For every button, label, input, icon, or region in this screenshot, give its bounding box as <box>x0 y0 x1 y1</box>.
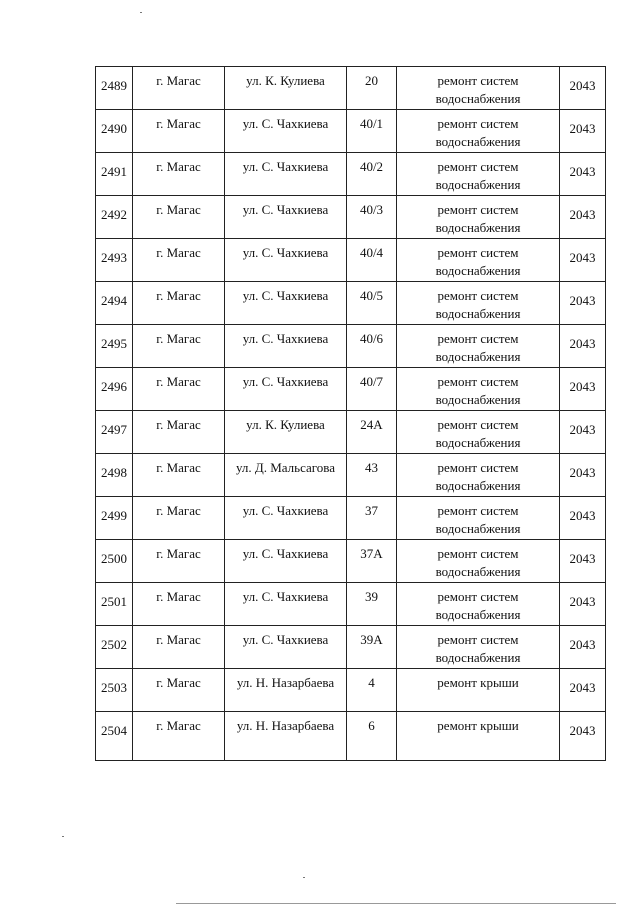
table-row <box>96 540 606 583</box>
work-type-cell: ремонт систем водоснабжения <box>397 368 560 411</box>
street-cell: ул. К. Кулиева <box>225 67 347 110</box>
street-cell: ул. С. Чахкиева <box>225 110 347 153</box>
row-number: 2500 <box>96 540 133 583</box>
table-row <box>96 196 606 239</box>
house-number-cell: 40/5 <box>347 282 397 325</box>
row-number: 2489 <box>96 67 133 110</box>
bottom-rule <box>176 903 616 904</box>
row-number: 2498 <box>96 454 133 497</box>
street-cell: ул. Д. Мальсагова <box>225 454 347 497</box>
year-cell: 2043 <box>560 325 606 368</box>
year-cell: 2043 <box>560 196 606 239</box>
scan-speck <box>303 877 305 878</box>
row-number: 2490 <box>96 110 133 153</box>
house-number-cell: 39 <box>347 583 397 626</box>
house-number-cell: 20 <box>347 67 397 110</box>
work-type-cell: ремонт систем водоснабжения <box>397 239 560 282</box>
house-number-cell: 24А <box>347 411 397 454</box>
housing-repair-table <box>95 66 606 761</box>
row-number: 2493 <box>96 239 133 282</box>
table-row <box>96 583 606 626</box>
work-type-cell: ремонт крыши <box>397 669 560 712</box>
street-cell: ул. Н. Назарбаева <box>225 669 347 712</box>
row-number: 2496 <box>96 368 133 411</box>
street-cell: ул. С. Чахкиева <box>225 196 347 239</box>
row-number: 2502 <box>96 626 133 669</box>
city-cell: г. Магас <box>133 368 225 411</box>
year-cell: 2043 <box>560 583 606 626</box>
street-cell: ул. С. Чахкиева <box>225 282 347 325</box>
table-row <box>96 110 606 153</box>
city-cell: г. Магас <box>133 712 225 761</box>
house-number-cell: 40/4 <box>347 239 397 282</box>
city-cell: г. Магас <box>133 540 225 583</box>
year-cell: 2043 <box>560 67 606 110</box>
street-cell: ул. С. Чахкиева <box>225 239 347 282</box>
work-type-cell: ремонт систем водоснабжения <box>397 153 560 196</box>
table-row <box>96 239 606 282</box>
year-cell: 2043 <box>560 497 606 540</box>
row-number: 2501 <box>96 583 133 626</box>
row-number: 2494 <box>96 282 133 325</box>
street-cell: ул. С. Чахкиева <box>225 626 347 669</box>
street-cell: ул. Н. Назарбаева <box>225 712 347 761</box>
work-type-cell: ремонт систем водоснабжения <box>397 110 560 153</box>
table-row <box>96 368 606 411</box>
city-cell: г. Магас <box>133 626 225 669</box>
city-cell: г. Магас <box>133 67 225 110</box>
street-cell: ул. К. Кулиева <box>225 411 347 454</box>
city-cell: г. Магас <box>133 497 225 540</box>
table-row <box>96 325 606 368</box>
street-cell: ул. С. Чахкиева <box>225 153 347 196</box>
year-cell: 2043 <box>560 712 606 761</box>
year-cell: 2043 <box>560 368 606 411</box>
year-cell: 2043 <box>560 540 606 583</box>
year-cell: 2043 <box>560 110 606 153</box>
city-cell: г. Магас <box>133 583 225 626</box>
work-type-cell: ремонт систем водоснабжения <box>397 325 560 368</box>
scan-speck <box>140 12 142 13</box>
row-number: 2503 <box>96 669 133 712</box>
table-row <box>96 411 606 454</box>
scan-speck <box>62 836 64 837</box>
house-number-cell: 6 <box>347 712 397 761</box>
work-type-cell: ремонт систем водоснабжения <box>397 282 560 325</box>
work-type-cell: ремонт крыши <box>397 712 560 761</box>
street-cell: ул. С. Чахкиева <box>225 368 347 411</box>
house-number-cell: 40/6 <box>347 325 397 368</box>
city-cell: г. Магас <box>133 454 225 497</box>
city-cell: г. Магас <box>133 196 225 239</box>
row-number: 2499 <box>96 497 133 540</box>
house-number-cell: 40/2 <box>347 153 397 196</box>
year-cell: 2043 <box>560 411 606 454</box>
work-type-cell: ремонт систем водоснабжения <box>397 454 560 497</box>
house-number-cell: 40/3 <box>347 196 397 239</box>
row-number: 2495 <box>96 325 133 368</box>
table-row <box>96 669 606 712</box>
work-type-cell: ремонт систем водоснабжения <box>397 196 560 239</box>
work-type-cell: ремонт систем водоснабжения <box>397 411 560 454</box>
city-cell: г. Магас <box>133 110 225 153</box>
city-cell: г. Магас <box>133 325 225 368</box>
city-cell: г. Магас <box>133 239 225 282</box>
table-row <box>96 67 606 110</box>
table-row <box>96 454 606 497</box>
house-number-cell: 39А <box>347 626 397 669</box>
work-type-cell: ремонт систем водоснабжения <box>397 497 560 540</box>
row-number: 2504 <box>96 712 133 761</box>
street-cell: ул. С. Чахкиева <box>225 583 347 626</box>
table-row <box>96 712 606 761</box>
city-cell: г. Магас <box>133 282 225 325</box>
work-type-cell: ремонт систем водоснабжения <box>397 626 560 669</box>
street-cell: ул. С. Чахкиева <box>225 497 347 540</box>
house-number-cell: 37 <box>347 497 397 540</box>
row-number: 2492 <box>96 196 133 239</box>
year-cell: 2043 <box>560 239 606 282</box>
row-number: 2497 <box>96 411 133 454</box>
table-row <box>96 153 606 196</box>
city-cell: г. Магас <box>133 669 225 712</box>
work-type-cell: ремонт систем водоснабжения <box>397 540 560 583</box>
house-number-cell: 40/7 <box>347 368 397 411</box>
year-cell: 2043 <box>560 626 606 669</box>
house-number-cell: 40/1 <box>347 110 397 153</box>
year-cell: 2043 <box>560 282 606 325</box>
table-row <box>96 626 606 669</box>
city-cell: г. Магас <box>133 411 225 454</box>
house-number-cell: 43 <box>347 454 397 497</box>
house-number-cell: 37А <box>347 540 397 583</box>
table-body <box>96 67 606 761</box>
year-cell: 2043 <box>560 454 606 497</box>
table-row <box>96 497 606 540</box>
work-type-cell: ремонт систем водоснабжения <box>397 583 560 626</box>
street-cell: ул. С. Чахкиева <box>225 325 347 368</box>
city-cell: г. Магас <box>133 153 225 196</box>
work-type-cell: ремонт систем водоснабжения <box>397 67 560 110</box>
year-cell: 2043 <box>560 153 606 196</box>
house-number-cell: 4 <box>347 669 397 712</box>
year-cell: 2043 <box>560 669 606 712</box>
row-number: 2491 <box>96 153 133 196</box>
street-cell: ул. С. Чахкиева <box>225 540 347 583</box>
table-row <box>96 282 606 325</box>
